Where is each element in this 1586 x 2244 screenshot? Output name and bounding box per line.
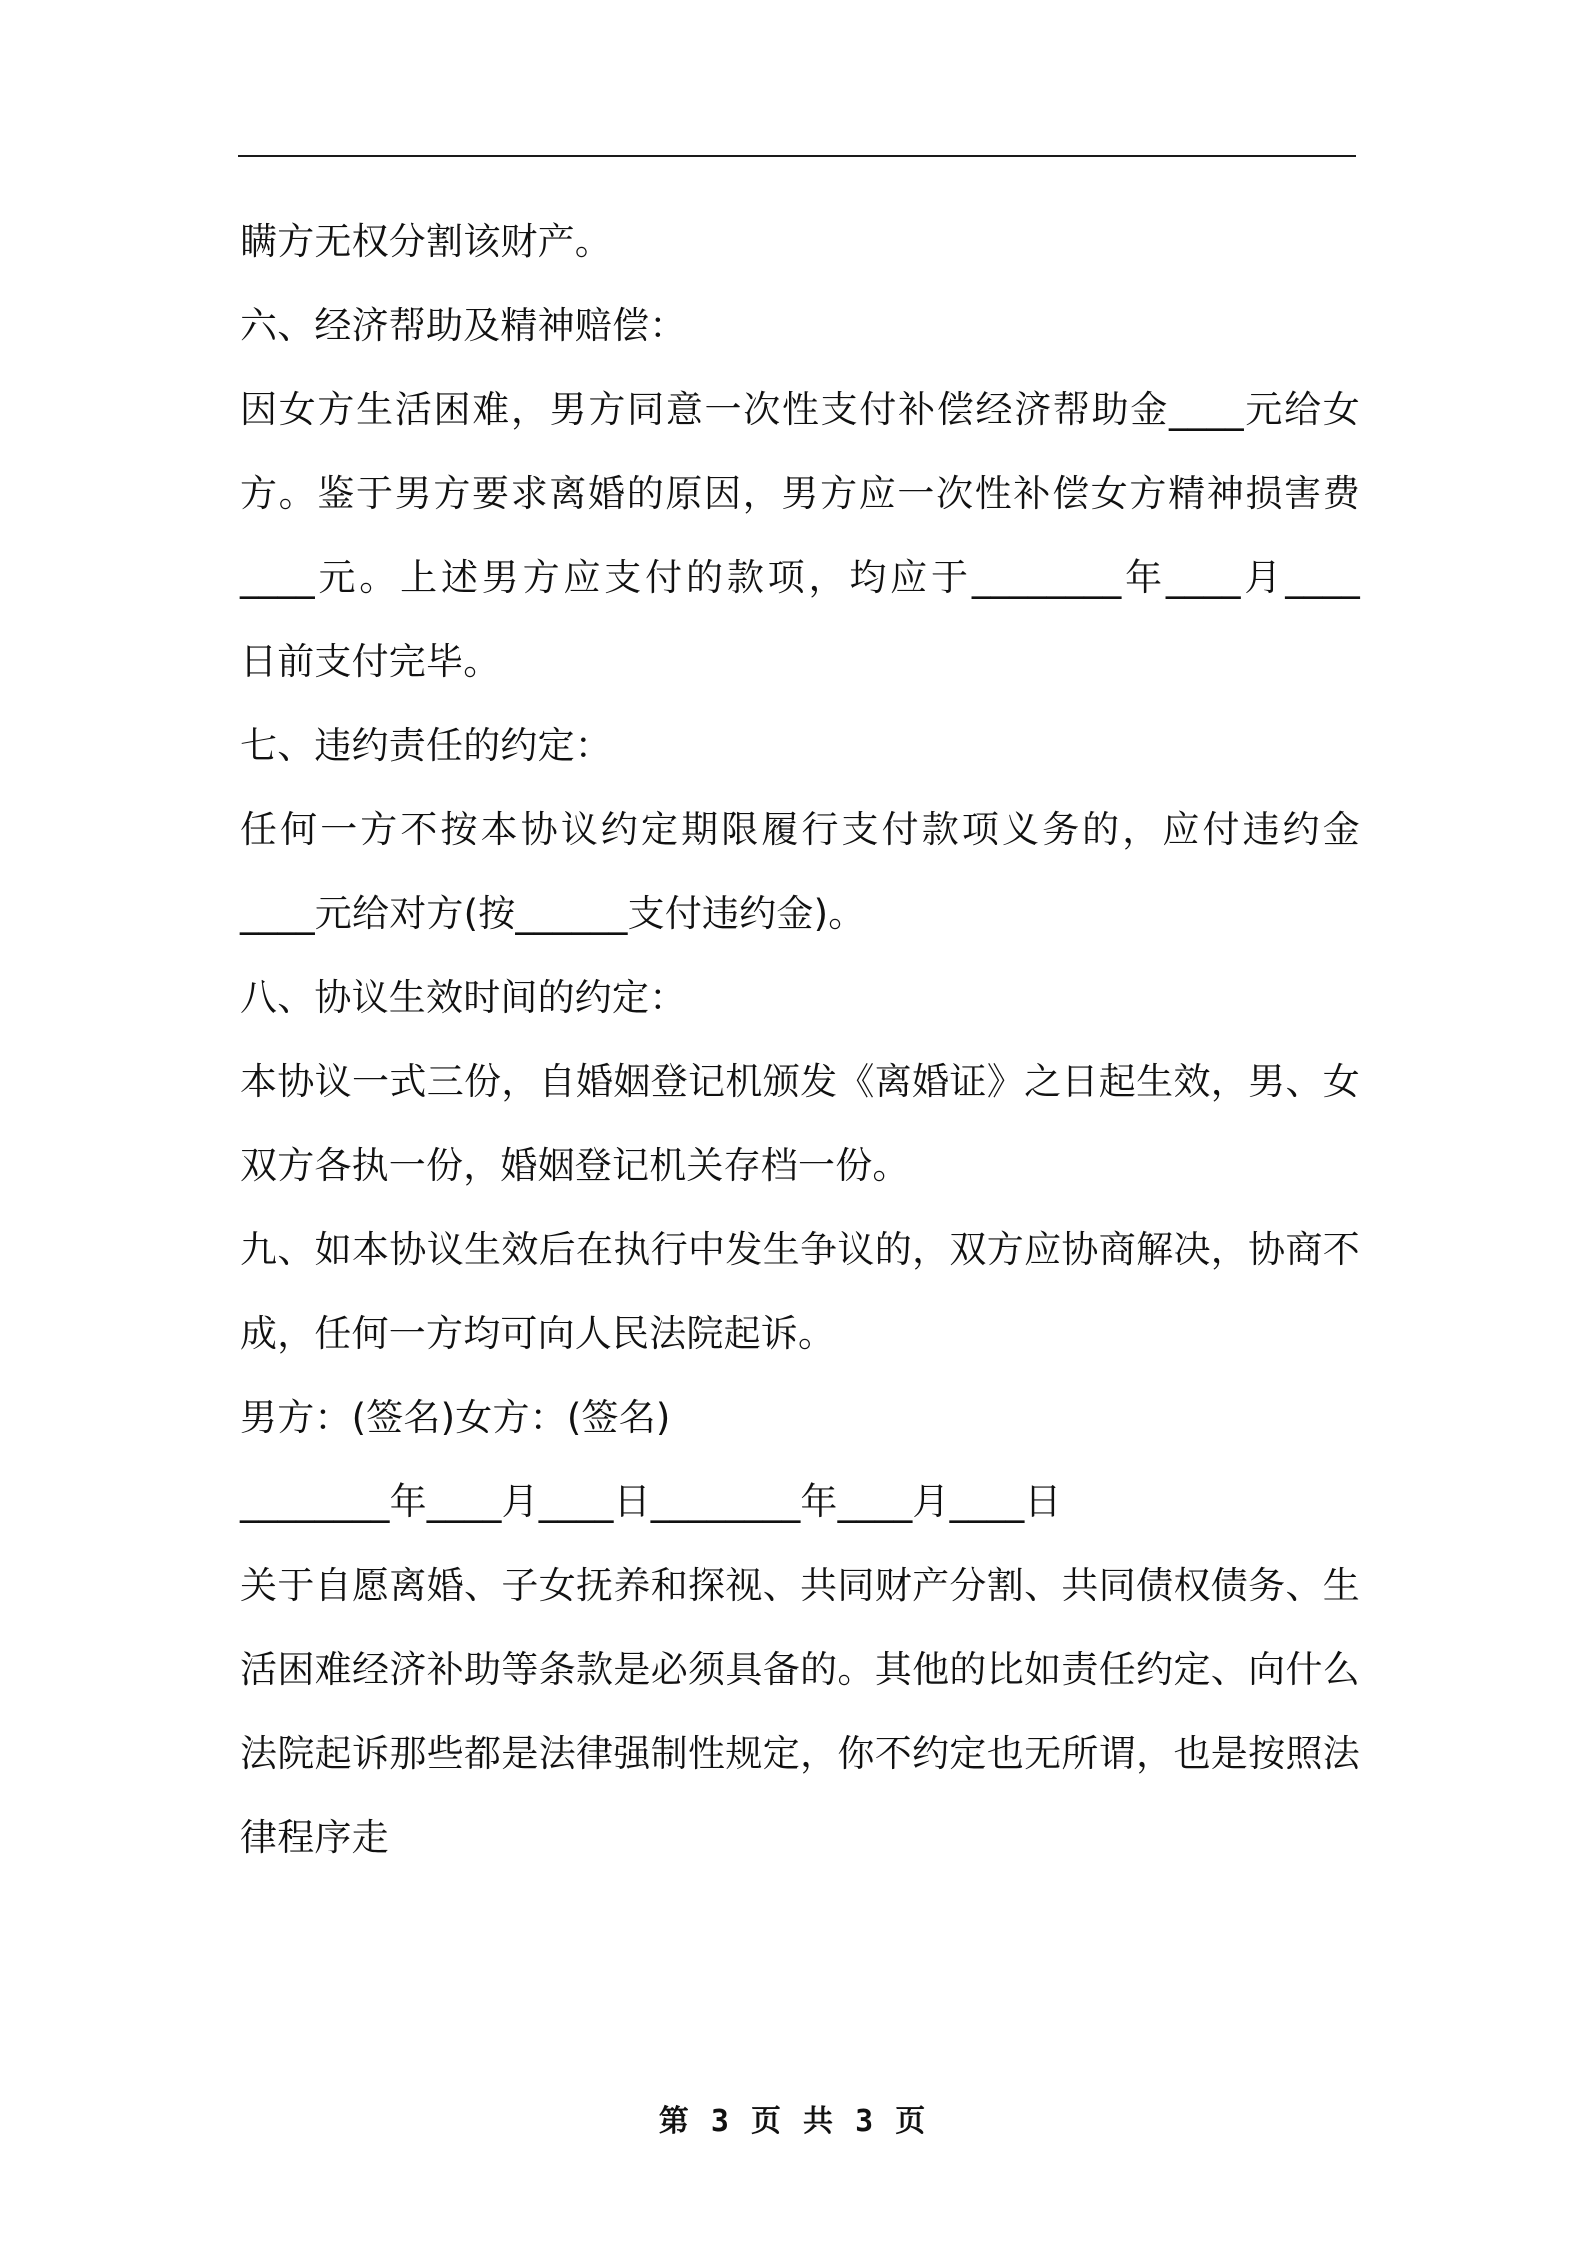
- section-heading: 七、违约责任的约定：: [240, 724, 612, 767]
- section-heading: 八、协议生效时间的约定：: [240, 976, 687, 1019]
- text-line: 活困难经济补助等条款是必须具备的。其他的比如责任约定、向什么: [240, 1648, 1360, 1691]
- text-line: 瞒方无权分割该财产。: [240, 220, 612, 263]
- text-line: 本协议一式三份，自婚姻登记机颁发《离婚证》之日起生效，男、女: [240, 1060, 1360, 1103]
- text-line: 方。鉴于男方要求离婚的原因，男方应一次性补偿女方精神损害费: [240, 472, 1360, 515]
- page-number: 第 3 页 共 3 页: [658, 2104, 928, 2139]
- text-line: 因女方生活困难，男方同意一次性支付补偿经济帮助金____元给女: [240, 388, 1360, 431]
- date-line: ________年____月____日________年____月____日: [240, 1480, 1062, 1523]
- text-line: 双方各执一份，婚姻登记机关存档一份。: [240, 1144, 910, 1187]
- text-line: 任何一方不按本协议约定期限履行支付款项义务的，应付违约金: [240, 808, 1360, 851]
- signature-line: 男方：(签名)女方：(签名): [240, 1396, 671, 1439]
- text-line: ____元。上述男方应支付的款项，均应于________年____月____: [240, 556, 1360, 599]
- text-line: 律程序走: [240, 1816, 389, 1859]
- text-line: 法院起诉那些都是法律强制性规定，你不约定也无所谓，也是按照法: [240, 1732, 1360, 1775]
- text-line: 九、如本协议生效后在执行中发生争议的，双方应协商解决，协商不: [240, 1228, 1360, 1271]
- header-rule: [238, 155, 1356, 157]
- text-line: ____元给对方(按______支付违约金)。: [240, 892, 866, 935]
- text-line: 日前支付完毕。: [240, 640, 501, 683]
- document-body: [240, 200, 1360, 1880]
- text-line: 关于自愿离婚、子女抚养和探视、共同财产分割、共同债权债务、生: [240, 1564, 1360, 1607]
- text-line: 成，任何一方均可向人民法院起诉。: [240, 1312, 836, 1355]
- section-heading: 六、经济帮助及精神赔偿：: [240, 304, 687, 347]
